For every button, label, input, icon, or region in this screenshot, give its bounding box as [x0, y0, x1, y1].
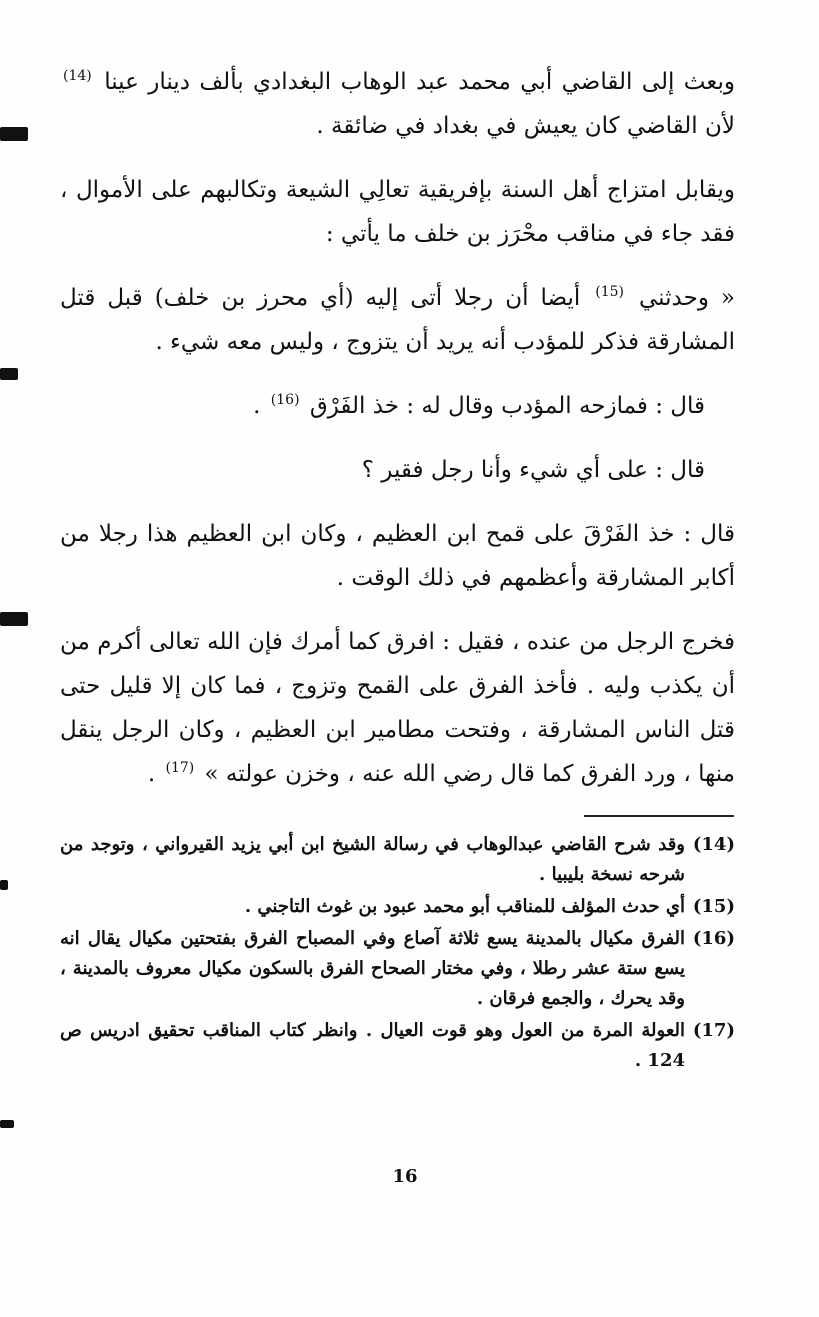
- footnote-number: (17): [692, 1020, 735, 1041]
- footnote-text: وقد شرح القاضي عبدالوهاب في رسالة الشيخ ابن أبي يزيد القيرواني ، وتوجد من شرحه نسخة بليبيا .: [60, 834, 685, 885]
- footnotes: [60, 830, 735, 1078]
- paragraph-3-text-a: « وحدثني: [639, 285, 735, 311]
- footnote-14: [60, 830, 735, 890]
- page-number: 16: [392, 1166, 418, 1187]
- footnote-ref-15: (15): [595, 284, 625, 301]
- paragraph-2: [60, 168, 735, 256]
- footnote-separator: [584, 815, 734, 817]
- paragraph-6-text: قال : خذ الفَرْقَ على قمح ابن العظيم ، وكان ابن العظيم هذا رجلا من أكابر المشارقة وأعظمهم في ذلك الوقت .: [60, 521, 735, 591]
- paragraph-7: [60, 620, 735, 796]
- paragraph-4-text-b: .: [253, 393, 261, 419]
- footnote-17: [60, 1016, 735, 1076]
- paragraph-1-text-a: وبعث إلى القاضي أبي محمد عبد الوهاب البغدادي بألف دينار عينا: [104, 69, 736, 95]
- paragraph-6: [60, 512, 735, 600]
- scan-speck: [0, 880, 8, 890]
- paragraph-5: [60, 448, 705, 492]
- scan-speck: [0, 368, 18, 380]
- footnote-16: [60, 924, 735, 1014]
- paragraph-2-text: ويقابل امتزاج أهل السنة بإفريقية تعالِي الشيعة وتكالبهم على الأموال ، فقد جاء في مناقب محْرَز بن خلف ما يأتي :: [60, 177, 735, 247]
- footnote-text: العولة المرة من العول وهو قوت العيال . وانظر كتاب المناقب تحقيق ادريس ص 124 .: [60, 1020, 685, 1071]
- footnote-number: (16): [692, 928, 735, 949]
- paragraph-1-text-b: لأن القاضي كان يعيش في بغداد في ضائقة .: [316, 113, 735, 139]
- footnote-ref-16: (16): [270, 392, 300, 409]
- paragraph-4-text-a: قال : فمازحه المؤدب وقال له : خذ الفَرْق: [309, 393, 705, 419]
- scan-speck: [0, 127, 28, 141]
- footnote-ref-17: (17): [165, 760, 195, 777]
- paragraph-3: [60, 276, 735, 364]
- footnote-ref-14: (14): [63, 68, 92, 85]
- paragraph-5-text: قال : على أي شيء وأنا رجل فقير ؟: [361, 457, 705, 483]
- scan-speck: [0, 1120, 14, 1128]
- footnote-text: أي حدث المؤلف للمناقب أبو محمد عبود بن غوث التاجني .: [244, 896, 685, 917]
- paragraph-3-text-b: أيضا أن رجلا أتى إليه (أي محرز بن خلف) قبل قتل المشارقة فذكر للمؤدب أنه يريد أن يتزوج ، وليس معه شيء .: [60, 285, 735, 355]
- paragraph-1: [60, 60, 735, 148]
- paragraph-4: [60, 384, 705, 428]
- paragraph-7-text-a: فخرج الرجل من عنده ، فقيل : افرق كما أمرك فإن الله تعالى أكرم من أن يكذب وليه . فأخذ الفرق على القمح وتزوج ، فما كان إلا قليل حتى قتل الناس المشارقة ، وفتحت مطامير ابن العظيم ، وكان الرجل ينقل منها ، ورد الفرق كما قال رضي الله عنه ، وخزن عولته »: [60, 629, 735, 787]
- scan-speck: [0, 612, 28, 626]
- footnote-text: الفرق مكيال بالمدينة يسع ثلاثة آصاع وفي المصباح الفرق بفتحتين مكيال يقال انه يسع ستة عشر رطلا ، وفي مختار الصحاح الفرق بالسكون مكيال معروف بالمدينة ، وقد يحرك ، والجمع فرقان .: [60, 928, 685, 1009]
- footnote-15: [60, 892, 735, 922]
- footnote-number: (14): [692, 834, 735, 855]
- footnote-number: (15): [692, 896, 735, 917]
- page-body: [60, 60, 735, 816]
- paragraph-7-text-b: .: [147, 761, 156, 787]
